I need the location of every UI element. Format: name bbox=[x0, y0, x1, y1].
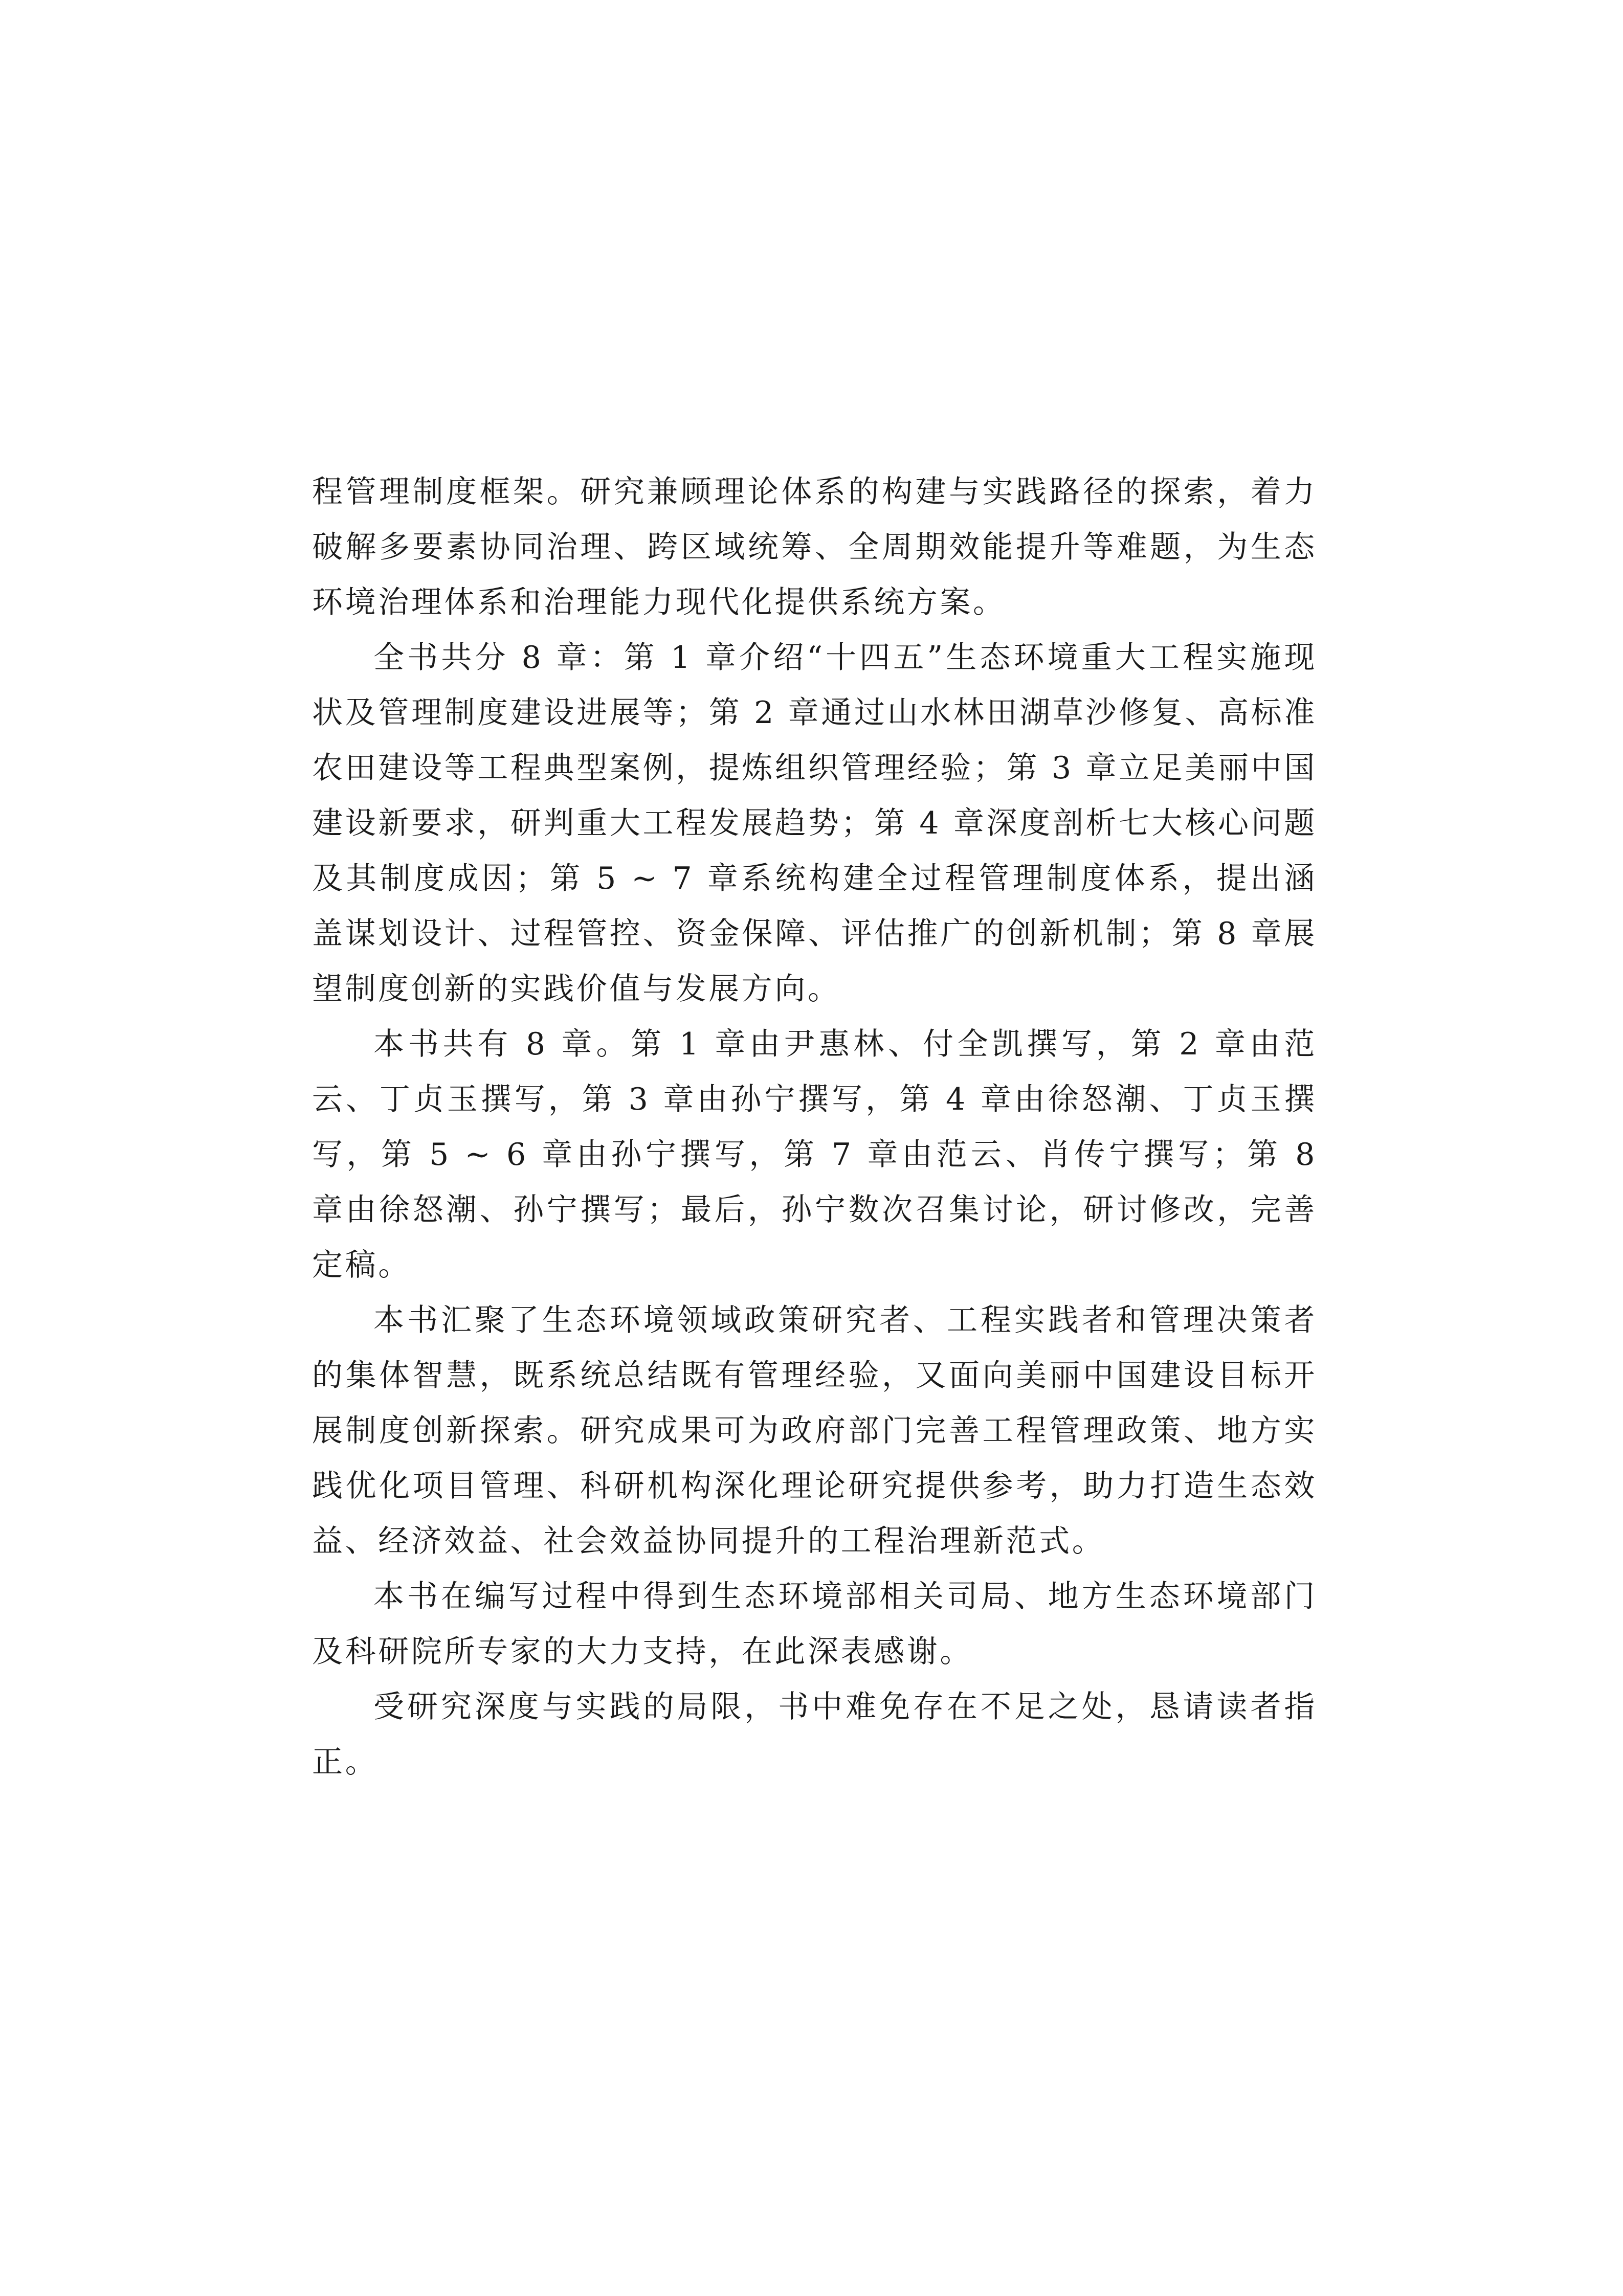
paragraph-limitations: 受研究深度与实践的局限，书中难免存在不足之处，恳请读者指正。 bbox=[312, 1689, 1317, 1780]
paragraph-acknowledgements: 本书在编写过程中得到生态环境部相关司局、地方生态环境部门及科研院所专家的大力支持，在此深表感谢。 bbox=[312, 1579, 1317, 1670]
paragraph-continued-framework: 程管理制度框架。研究兼顾理论体系的构建与实践路径的探索，着力破解多要素协同治理、跨区域统筹、全周期效能提升等难题，为生态环境治理体系和治理能力现代化提供系统方案。 bbox=[312, 474, 1317, 620]
paragraph-authors: 本书共有 8 章。第 1 章由尹惠林、付全凯撰写，第 2 章由范云、丁贞玉撰写，第 3 章由孙宁撰写，第 4 章由徐怒潮、丁贞玉撰写，第 5 ~ 6 章由孙宁撰写，第 7 章由范云、肖传宁撰写；第 8 章由徐怒潮、孙宁撰写；最后，孙宁数次召集讨论，研讨修改，完善定稿。 bbox=[312, 1026, 1317, 1283]
paragraph-chapter-overview: 全书共分 8 章：第 1 章介绍“十四五”生态环境重大工程实施现状及管理制度建设进展等；第 2 章通过山水林田湖草沙修复、高标准农田建设等工程典型案例，提炼组织管理经验；第 3 章立足美丽中国建设新要求，研判重大工程发展趋势；第 4 章深度剖析七大核心问题及其制度成因；第 5 ~ 7 章系统构建全过程管理制度体系，提出涵盖谋划设计、过程管控、资金保障、评估推广的创新机制；第 8 章展望制度创新的实践价值与发展方向。 bbox=[312, 640, 1317, 1007]
body-text bbox=[312, 464, 1317, 1790]
paragraph-significance: 本书汇聚了生态环境领域政策研究者、工程实践者和管理决策者的集体智慧，既系统总结既有管理经验，又面向美丽中国建设目标开展制度创新探索。研究成果可为政府部门完善工程管理政策、地方实践优化项目管理、科研机构深化理论研究提供参考，助力打造生态效益、经济效益、社会效益协同提升的工程治理新范式。 bbox=[312, 1302, 1317, 1559]
